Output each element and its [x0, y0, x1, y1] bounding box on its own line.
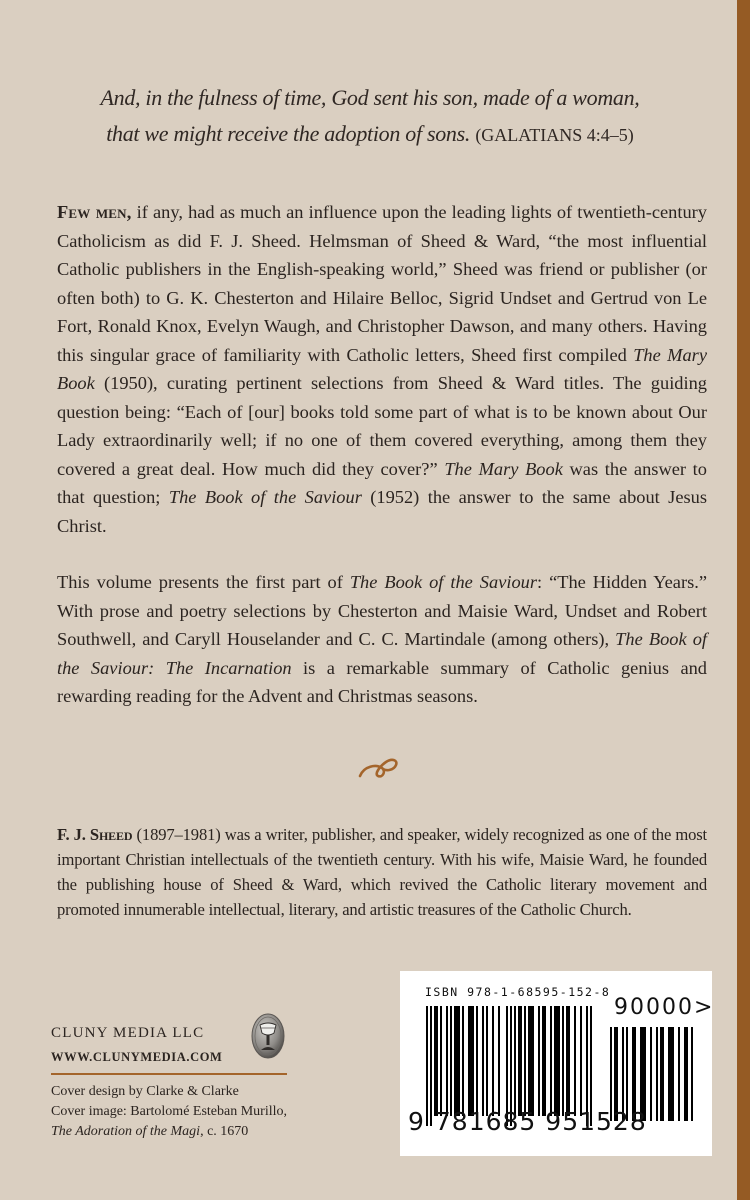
blurb-text: : “The Hidden Years.” With prose and poetry selections by Chesterton and Maisie Ward, Undset and Robert Southwell, and Caryll Houselander and C. C. Martindale (among others), — [57, 572, 708, 649]
chalice-seal-icon — [251, 1013, 285, 1059]
book-spine-edge — [737, 0, 750, 1200]
book-title-saviour: The Book of the Saviour — [349, 572, 538, 592]
blurb-text: (1952) the answer to the same about Jesus Christ. — [57, 487, 708, 536]
ean-first-digit: 9 — [408, 1107, 425, 1136]
epigraph-line-1: And, in the fulness of time, God sent his son, made of a woman, — [100, 85, 640, 110]
publisher-divider — [51, 1073, 287, 1075]
blurb-paragraph-1 — [57, 198, 707, 540]
isbn-barcode — [400, 971, 715, 1156]
cover-image-title: The Adoration of the Magi — [51, 1124, 201, 1139]
author-initials: F. J. — [57, 825, 90, 844]
ean-right-group: 951528 — [545, 1107, 647, 1136]
blurb-text: if any, had as much an influence upon the leading lights of twentieth-century Catholicism as did F. J. Sheed. Helmsman of Sheed & Ward, “the most influential Catholic publishers in the English-speaking world,” Sheed was friend or publisher (or often both) to G. K. Chesterton and Hilaire Belloc, Sigrid Undset and Gertrud von Le Fort, Ronald Knox, Evelyn Waugh, and Christopher Dawson, and many others. Having this singular grace of familiarity with Catholic letters, Sheed first compiled — [57, 202, 707, 365]
author-bio-text: (1897–1981) was a writer, publisher, and speaker, widely recognized as one of the most important Christian intellectuals of the twentieth century. With his wife, Maisie Ward, he founded the publishing house of Sheed & Ward, which revived the Catholic literary movement and promoted innumerable intellectual, literary, and artistic treasures of the Catholic Church. — [57, 825, 707, 919]
book-title-mary-book: The Mary Book — [57, 344, 707, 393]
author-name — [57, 825, 132, 844]
cover-image-title-line — [51, 1122, 331, 1142]
cover-image-credit: Cover image: Bartolomé Esteban Murillo, — [51, 1104, 288, 1119]
cover-design-credit: Cover design by Clarke & Clarke — [51, 1084, 239, 1099]
fleuron-icon — [356, 752, 404, 782]
price-addon-label: 90000> — [614, 995, 715, 1020]
blurb-text: was the answer to that question; — [57, 458, 707, 507]
blurb-text: is a remarkable summary of Catholic genius and rewarding reading for the Advent and Christmas seasons. — [57, 657, 708, 706]
blurb-text: (1950), curating pertinent selections from Sheed & Ward titles. The guiding question being: “Each of [our] books told some part of what is to be known about Our Lady extraordinarily well; if no one of them covered everything, among them they covered a great deal. How much did they cover?” — [57, 373, 707, 479]
ean13-digits — [408, 1107, 647, 1137]
epigraph — [60, 80, 680, 153]
blurb-lead-in: Few men, — [57, 202, 132, 222]
cover-image-date: , c. 1670 — [200, 1124, 249, 1139]
publisher-name: CLUNY MEDIA LLC — [51, 1025, 205, 1041]
book-title-saviour: The Book of the Saviour — [168, 487, 362, 507]
epigraph-line-2 — [60, 116, 680, 153]
isbn-label: ISBN 978-1-68595-152-8 — [425, 985, 611, 999]
book-title-incarnation: The Book of the Saviour: The Incarnation — [57, 629, 707, 678]
blurb-paragraph-2 — [57, 568, 707, 711]
book-title-mary-book: The Mary Book — [444, 458, 563, 479]
cover-credits — [51, 1082, 331, 1142]
blurb-text: This volume presents the first part of — [57, 572, 350, 592]
publisher-url[interactable]: WWW.CLUNYMEDIA.COM — [51, 1050, 223, 1064]
author-surname: Sheed — [89, 825, 133, 844]
ean-left-group: 781685 — [434, 1107, 537, 1136]
epigraph-citation: (GALATIANS 4:4–5) — [475, 125, 634, 145]
author-bio — [57, 822, 707, 922]
epigraph-line-2-text: that we might receive the adoption of sons. — [106, 121, 471, 146]
